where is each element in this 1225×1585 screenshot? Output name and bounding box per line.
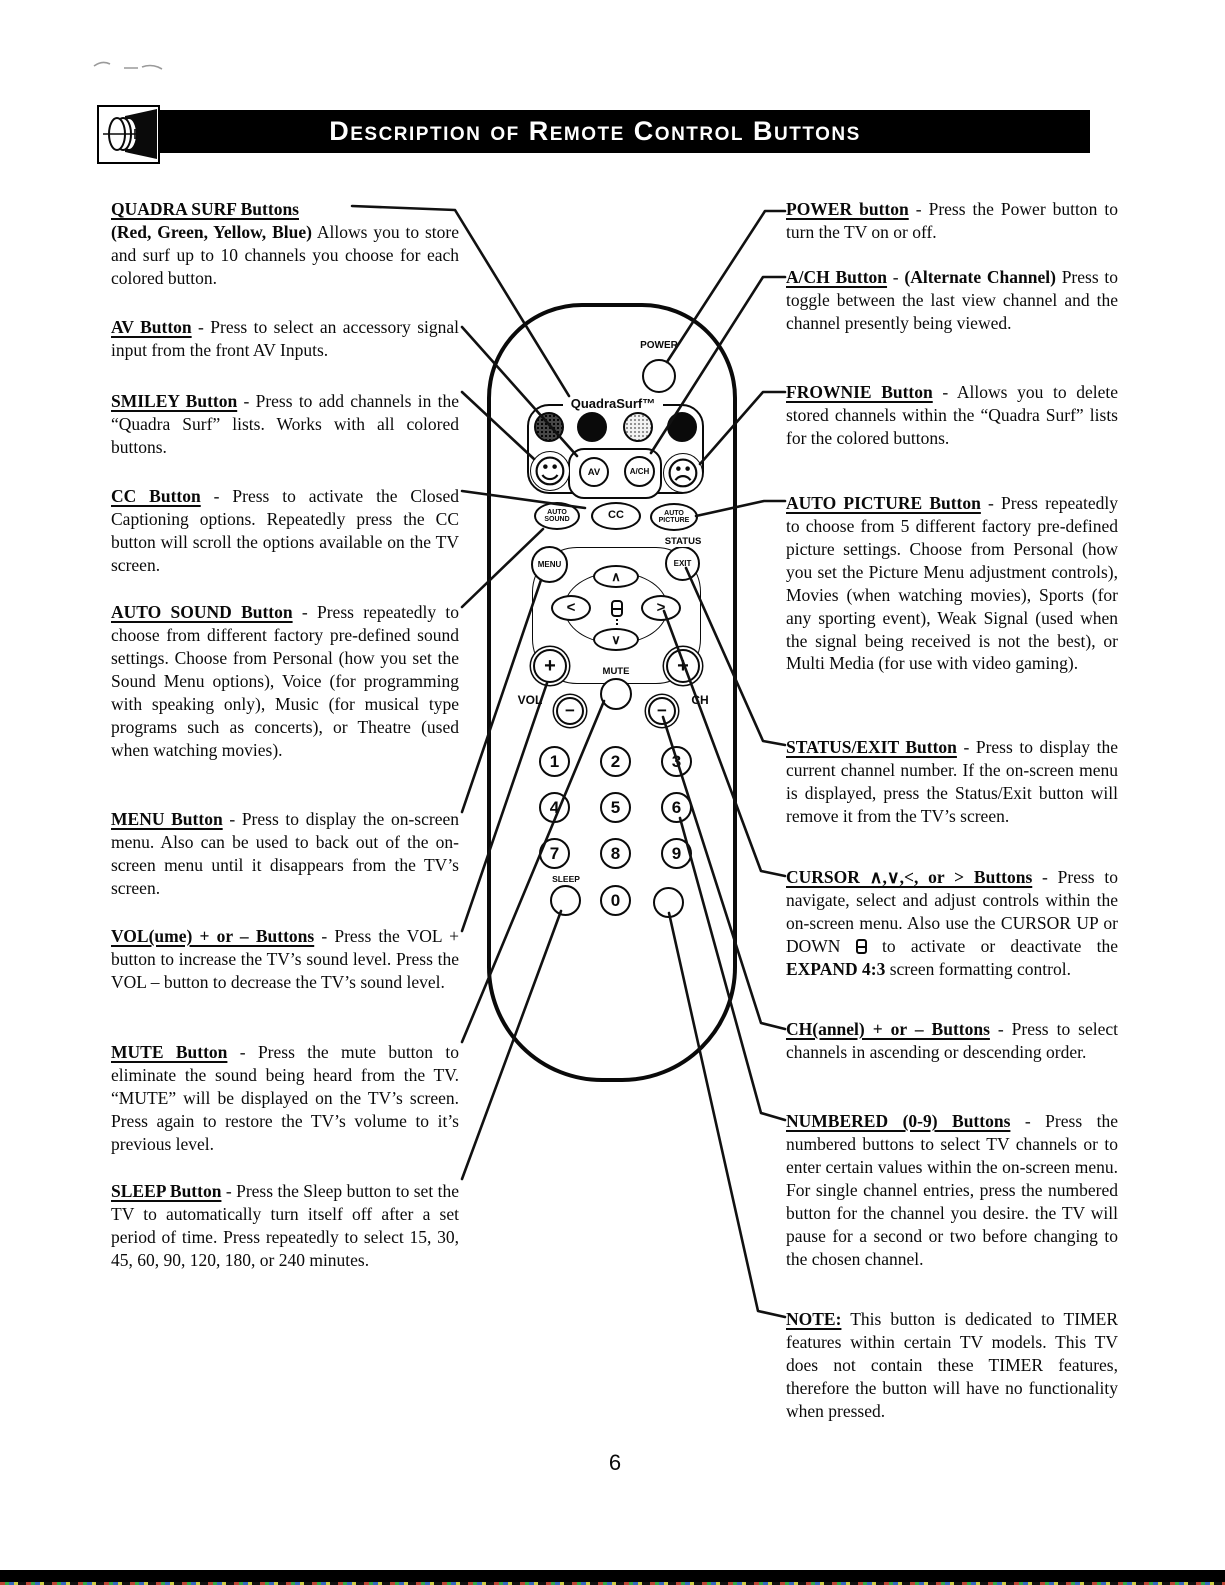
- pencil-mark: [90, 52, 180, 78]
- digit-4-button: 4: [539, 792, 570, 823]
- cursor-right-button: [641, 595, 681, 621]
- digit-9-button: 9: [661, 838, 692, 869]
- section-body: - Press to navigate, select and adjust controls within the on-screen menu. Also use the CURSOR UP or DOWN: [786, 867, 1118, 956]
- section-body: - Press to add channels in the “Quadra Surf” lists. Works with all colored buttons.: [111, 391, 460, 457]
- section-heading: MENU Button: [111, 809, 223, 829]
- section-cursor-buttons: [786, 866, 1118, 981]
- frownie-icon: ☹: [665, 453, 701, 493]
- digit-0-button: 0: [600, 885, 631, 916]
- section-body: - Press the numbered buttons to select TV channels or to enter certain values within the on-screen menu. For single channel entries, press the numbered button for the channel you desire. the TV will pause for a second or two before changing to the chosen channel.: [786, 1111, 1118, 1269]
- page-number: 6: [608, 1450, 622, 1475]
- auto-picture-label: PICTURE: [658, 517, 690, 524]
- exit-button: EXIT: [665, 546, 700, 581]
- cursor-updown-icon: [856, 939, 867, 954]
- smiley-button: [530, 451, 570, 491]
- section-heading: SLEEP Button: [111, 1181, 222, 1201]
- section-channel-buttons: [786, 1018, 1118, 1064]
- section-menu-button: [111, 808, 459, 900]
- section-power-button: [786, 198, 1118, 244]
- vol-label: VOL: [512, 693, 548, 707]
- section-heading: A/CH Button: [786, 267, 888, 287]
- digit-7-button: 7: [539, 838, 570, 869]
- auto-picture-label: AUTO: [664, 509, 684, 517]
- digit-3-button: 3: [661, 746, 692, 777]
- section-body: Press to toggle between the last view channel and the channel presently being viewed.: [786, 267, 1118, 333]
- section-mute-button: [111, 1041, 459, 1156]
- quadrasurf-brand-label: QuadraSurf™: [563, 396, 663, 411]
- section-auto-picture-button: [786, 492, 1118, 675]
- section-smiley-button: [111, 390, 459, 459]
- section-heading: CC Button: [111, 486, 201, 506]
- section-heading: AV Button: [111, 317, 192, 337]
- section-quadra-surf-buttons: [111, 198, 459, 290]
- page-title: Description of Remote Control Buttons: [329, 116, 861, 146]
- section-body: - Press to select an accessory signal input from the front AV Inputs.: [111, 317, 460, 360]
- section-note: [786, 1308, 1118, 1423]
- cursor-left-button: [551, 595, 591, 621]
- volume-down-button: −: [556, 697, 584, 725]
- section-body: - Press repeatedly to choose from 5 different factory pre-defined picture settings. Choose from Personal (how you set the Picture Menu adjustment controls), Movies (when watching movies), Sports (for any sporting event), Weak Signal (used when the signal being received is not the best), or Multi Media (for use with video gaming).: [786, 493, 1119, 674]
- cursor-left-icon: <: [566, 599, 576, 617]
- digit-8-button: 8: [600, 838, 631, 869]
- smiley-icon: ☺: [532, 451, 568, 491]
- auto-picture-button: [650, 503, 698, 531]
- bottom-bar: [0, 1570, 1225, 1582]
- channel-down-button: −: [648, 697, 676, 725]
- section-body: - Press to display the current channel number. If the on-screen menu is displayed, press the Status/Exit button will remove it from the TV’s screen.: [786, 737, 1118, 826]
- cursor-up-icon: ∧: [611, 568, 621, 584]
- av-button: AV: [579, 457, 609, 487]
- quadra-surf-blue-button: [667, 412, 697, 442]
- quadra-surf-yellow-button: [623, 412, 653, 442]
- section-numbered-buttons: [786, 1110, 1118, 1270]
- digit-5-button: 5: [600, 792, 631, 823]
- quadra-surf-red-button: [534, 412, 564, 442]
- separator: -: [887, 267, 905, 287]
- section-heading: AUTO SOUND Button: [111, 602, 293, 622]
- section-heading: CURSOR ∧,∨,<, or > Buttons: [786, 867, 1033, 887]
- bold-lead: (Alternate Channel): [904, 267, 1056, 287]
- section-body: - Press the VOL + button to increase the TV’s sound level. Press the VOL – button to decrease the TV’s sound level.: [111, 926, 459, 992]
- section-body: - Press to activate the Closed Captioning options. Repeatedly press the CC button will scroll the options available on the TV screen.: [111, 486, 459, 575]
- crt-tube-icon: [97, 105, 160, 164]
- sleep-label: SLEEP: [546, 874, 586, 884]
- frownie-button: [663, 453, 703, 493]
- section-ach-button: [786, 266, 1118, 335]
- power-button: [642, 359, 676, 393]
- quadra-surf-green-button: [577, 412, 607, 442]
- section-heading: MUTE Button: [111, 1042, 228, 1062]
- status-label: STATUS: [661, 536, 705, 547]
- power-button-label: POWER: [629, 340, 689, 351]
- section-body: - Press to select channels in ascending or descending order.: [786, 1019, 1118, 1062]
- section-body: to activate or deactivate the: [866, 935, 1118, 956]
- header-bar: [100, 110, 1090, 153]
- cc-button: [591, 502, 641, 530]
- auto-sound-button: [534, 502, 580, 530]
- section-body: Allows you to store and surf up to 10 channels you choose for each colored button.: [111, 221, 459, 288]
- section-body: - Allows you to delete stored channels within the “Quadra Surf” lists for the colored buttons.: [786, 382, 1119, 448]
- channel-up-button: +: [666, 649, 700, 683]
- ch-label: CH: [684, 693, 716, 707]
- digit-2-button: 2: [600, 746, 631, 777]
- digit-6-button: 6: [661, 792, 692, 823]
- auto-sound-label: SOUND: [544, 516, 570, 523]
- auto-sound-label: AUTO: [547, 508, 567, 516]
- cursor-center-icon: [611, 600, 623, 617]
- section-body: - Press the Power button to turn the TV on or off.: [786, 199, 1118, 242]
- section-heading: SMILEY Button: [111, 391, 238, 411]
- mute-button: [600, 678, 632, 710]
- section-heading: FROWNIE Button: [786, 382, 933, 402]
- cursor-up-button: [593, 565, 639, 588]
- section-heading: STATUS/EXIT Button: [786, 737, 957, 757]
- section-heading: QUADRA SURF Buttons: [111, 199, 299, 219]
- ach-button: A/CH: [624, 456, 655, 487]
- section-body: - Press to display the on-screen menu. Also can be used to back out of the on-screen menu until it disappears from the TV’s screen.: [111, 809, 459, 898]
- section-body: - Press repeatedly to choose from different factory pre-defined sound settings. Choose from Personal (how you set the Sound Menu options), Voice (for programming with speaking only), Music (for musical type programs such as concerts), or Theatre (used when watching movies).: [111, 602, 459, 760]
- section-heading: CH(annel) + or – Buttons: [786, 1019, 990, 1039]
- cursor-right-icon: >: [656, 599, 666, 617]
- section-cc-button: [111, 485, 459, 577]
- section-body: - Press the Sleep button to set the TV to automatically turn itself off after a set period of time. Press repeatedly to select 15, 30, 45, 60, 90, 120, 180, or 240 minutes.: [111, 1181, 459, 1270]
- digit-1-button: 1: [539, 746, 570, 777]
- timer-button: [653, 887, 684, 918]
- mute-label: MUTE: [594, 666, 638, 677]
- section-volume-buttons: [111, 925, 459, 994]
- volume-up-button: +: [533, 649, 567, 683]
- section-heading: POWER button: [786, 199, 909, 219]
- bold-lead: (Red, Green, Yellow, Blue): [111, 221, 312, 242]
- section-av-button: [111, 316, 459, 362]
- menu-button: MENU: [531, 546, 568, 583]
- cc-label: CC: [608, 509, 624, 522]
- section-frownie-button: [786, 381, 1118, 450]
- cursor-down-button: [593, 628, 639, 651]
- section-body: This button is dedicated to TIMER features within certain TV models. This TV does not contain these TIMER features, therefore the button will have no functionality when pressed.: [786, 1309, 1118, 1421]
- section-body: screen formatting control.: [885, 958, 1071, 979]
- section-sleep-button: [111, 1180, 459, 1272]
- cursor-down-icon: ∨: [611, 631, 621, 647]
- section-auto-sound-button: [111, 601, 459, 761]
- section-heading: NUMBERED (0-9) Buttons: [786, 1111, 1011, 1131]
- sleep-button: [550, 885, 581, 916]
- section-heading: NOTE:: [786, 1309, 842, 1329]
- section-status-exit-button: [786, 736, 1118, 828]
- section-heading: AUTO PICTURE Button: [786, 493, 981, 513]
- section-heading: VOL(ume) + or – Buttons: [111, 926, 315, 946]
- remote-control-diagram: [487, 303, 737, 1082]
- bold-phrase: EXPAND 4:3: [786, 958, 886, 979]
- section-body: - Press the mute button to eliminate the sound being heard from the TV. “MUTE” will be displayed on the TV’s screen. Press again to restore the TV’s volume to it’s previous level.: [111, 1042, 460, 1154]
